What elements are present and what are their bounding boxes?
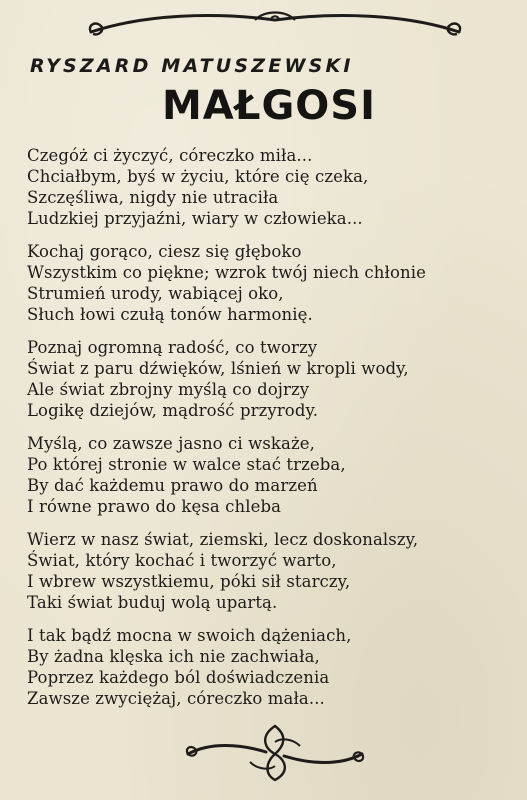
poem-line: Świat z paru dźwięków, lśnień w kropli wody, [27, 359, 409, 378]
poem-line: I tak bądź mocna w swoich dążeniach, [27, 626, 352, 645]
stanza [27, 625, 517, 709]
poem-line: Poprzez każdego ból doświadczenia [27, 668, 330, 687]
stanza [27, 433, 517, 517]
poem-line: Czegóż ci życzyć, córeczko miła... [27, 146, 313, 165]
stanza [27, 145, 517, 229]
poem-line: Myślą, co zawsze jasno ci wskaże, [27, 434, 315, 453]
poem-line: Ale świat zbrojny myślą co dojrzy [27, 380, 310, 399]
poem-line: By żadna klęska ich nie zachwiała, [27, 647, 320, 666]
poem-line: Poznaj ogromną radość, co tworzy [27, 338, 318, 357]
poem-body [27, 145, 517, 721]
poem-line: I wbrew wszystkiemu, póki sił starczy, [27, 572, 351, 591]
poem-line: Wszystkim co piękne; wzrok twój niech chłonie [27, 263, 426, 282]
stanza [27, 337, 517, 421]
poem-line: Szczęśliwa, nigdy nie utraciła [27, 188, 279, 207]
poem-line: Ludzkiej przyjaźni, wiary w człowieka... [27, 209, 363, 228]
poem-line: Po której stronie w walce stać trzeba, [27, 455, 346, 474]
poem-line: Zawsze zwyciężaj, córeczko mała... [27, 689, 325, 708]
poem-title: MAŁGOSI [162, 83, 376, 129]
poem-line: By dać każdemu prawo do marzeń [27, 476, 318, 495]
poem-line: I równe prawo do kęsa chleba [27, 497, 282, 516]
stanza [27, 241, 517, 325]
poem-line: Strumień urody, wabiącej oko, [27, 284, 284, 303]
poem-line: Taki świat buduj wolą upartą. [27, 593, 278, 612]
poem-line: Wierz w nasz świat, ziemski, lecz doskonalszy, [27, 530, 419, 549]
stanza [27, 529, 517, 613]
ornamental-flourish-bottom-icon [180, 722, 370, 784]
poem-line: Chciałbym, byś w życiu, które cię czeka, [27, 167, 369, 186]
poem-line: Kochaj gorąco, ciesz się głęboko [27, 242, 302, 261]
poem-line: Logikę dziejów, mądrość przyrody. [27, 401, 319, 420]
author-name: RYSZARD MATUSZEWSKI [30, 55, 354, 77]
poem-line: Świat, który kochać i tworzyć warto, [27, 551, 337, 570]
ornamental-flourish-top-icon [85, 6, 465, 40]
poem-line: Słuch łowi czułą tonów harmonię. [27, 305, 313, 324]
